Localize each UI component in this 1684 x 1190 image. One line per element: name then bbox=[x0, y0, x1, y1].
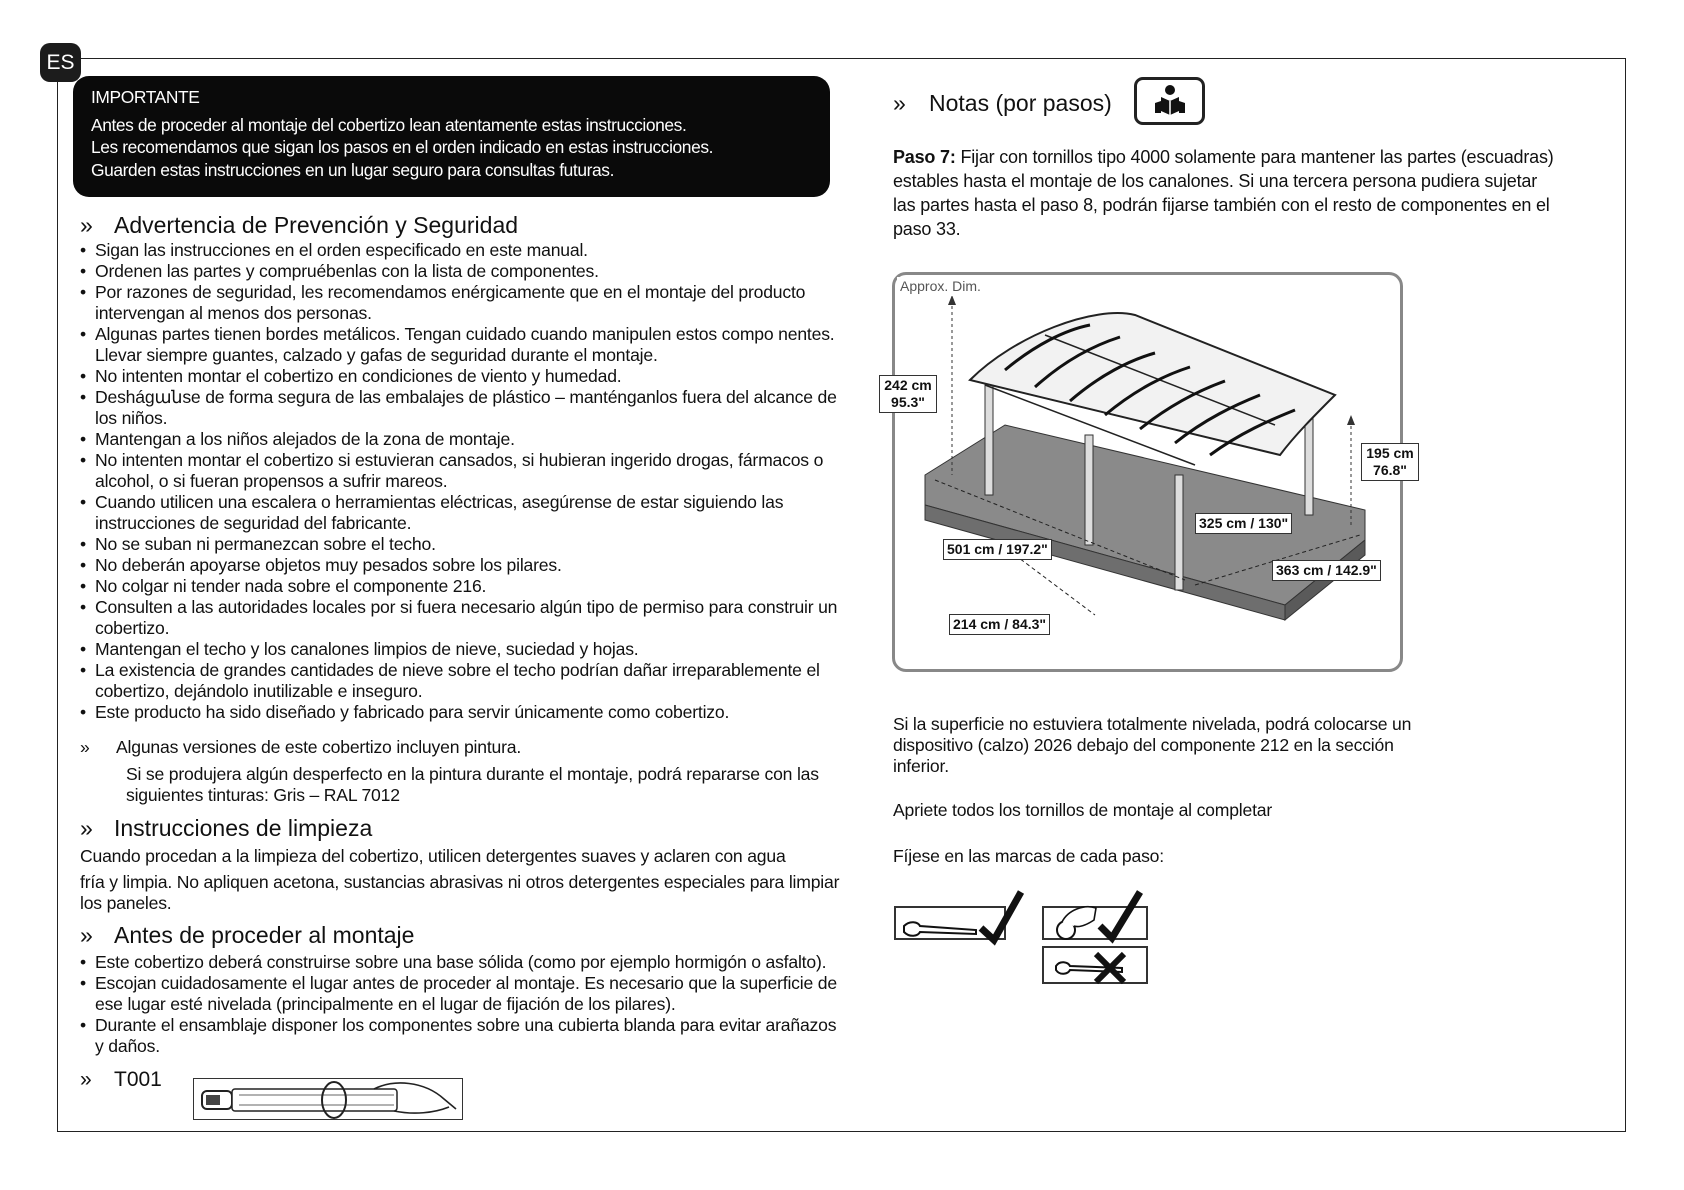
reading-person-icon bbox=[1134, 77, 1205, 125]
level-note: Si la superficie no estuviera totalmente nivelada, podrá colocarse un dispositivo (calzo) 2026 debajo del componente 212 en la sección inferior. bbox=[893, 714, 1412, 776]
notes-heading: » Notas (por pasos) bbox=[893, 90, 1112, 116]
list-item: • Este producto ha sido diseñado y fabricado para servir únicamente como cobertizo. bbox=[80, 702, 840, 723]
list-item: • Durante el ensamblaje disponer los componentes sobre una cubierta blanda para evitar arañazos y daños. bbox=[80, 1015, 840, 1057]
list-item: • Mantengan el techo y los canalones limpios de nieve, suciedad y hojas. bbox=[80, 639, 840, 660]
dim-501-label: 501 cm / 197.2" bbox=[943, 539, 1052, 560]
before-list bbox=[80, 952, 840, 1057]
list-item: • Consulten a las autoridades locales por si fuera necesario algún tipo de permiso para construir un cobertizo. bbox=[80, 597, 840, 639]
list-item: • Cuando utilicen una escalera o herramientas eléctricas, asegúrense de estar siguiendo las instrucciones de seguridad del fabricante. bbox=[80, 492, 840, 534]
approx-label: Approx. Dim. bbox=[897, 277, 984, 296]
important-line: Les recomendamos que sigan los pasos en el orden indicado en estas instrucciones. bbox=[91, 137, 714, 157]
paso7-text: Fijar con tornillos tipo 4000 solamente para mantener las partes (escuadras) estables hasta el montaje de los canalones. Si una tercera persona pudiera sujetar las partes hasta el paso 8, podrán fijarse también con el resto de componentes en el paso 33. bbox=[893, 147, 1554, 239]
important-box bbox=[73, 76, 830, 197]
side-height-label: 195 cm 76.8" bbox=[1361, 443, 1419, 481]
paint-heading: » Algunas versiones de este cobertizo incluyen pintura. bbox=[80, 737, 522, 757]
cleaning-line1: Cuando procedan a la limpieza del cobertizo, utilicen detergentes suaves y aclaren con agua bbox=[80, 846, 786, 866]
hand-tighten-check-icon bbox=[1042, 906, 1148, 940]
wrench-check-icon bbox=[894, 906, 1006, 940]
important-line: Guarden estas instrucciones en un lugar seguro para consultas futuras. bbox=[91, 159, 615, 180]
wrench-cross-icon bbox=[1042, 946, 1148, 984]
list-item: • La existencia de grandes cantidades de nieve sobre el techo podrían dañar irreparablemente el cobertizo, dejándolo inutilizable e inseguro. bbox=[80, 660, 840, 702]
carport-drawing bbox=[895, 275, 1400, 669]
before-heading: » Antes de proceder al montaje bbox=[80, 922, 415, 948]
carport-diagram bbox=[884, 272, 1414, 672]
dim-363-label: 363 cm / 142.9" bbox=[1272, 560, 1381, 581]
list-item: • Ordenen las partes y compruébenlas con la lista de componentes. bbox=[80, 261, 840, 282]
safety-heading: » Advertencia de Prevención y Seguridad bbox=[80, 212, 519, 238]
paso7-label: Paso 7: bbox=[893, 147, 956, 167]
cleaning-heading: » Instrucciones de limpieza bbox=[80, 815, 373, 841]
marks-note: Fíjese en las marcas de cada paso: bbox=[893, 846, 1164, 866]
dim-325-label: 325 cm / 130" bbox=[1195, 513, 1292, 534]
tighten-note: Apriete todos los tornillos de montaje al completar bbox=[893, 800, 1273, 820]
language-tab: ES bbox=[40, 43, 81, 82]
list-item: • Escojan cuidadosamente el lugar antes de proceder al montaje. Es necesario que la superficie de ese lugar esté nivelada (principalmente en el lugar de fijación de los pilares). bbox=[80, 973, 840, 1015]
list-item: • No intenten montar el cobertizo en condiciones de viento y humedad. bbox=[80, 366, 840, 387]
paint-text: Si se produjera algún desperfecto en la pintura durante el montaje, podrá repararse con las siguientes tinturas: Gris – RAL 7012 bbox=[126, 764, 819, 805]
list-item: • Este cobertizo deberá construirse sobre una base sólida (como por ejemplo hormigón o asfalto). bbox=[80, 952, 840, 973]
list-item: • Mantengan a los niños alejados de la zona de montaje. bbox=[80, 429, 840, 450]
cleaning-line2: fría y limpia. No apliquen acetona, sustancias abrasivas ni otros detergentes especiales para limpiar los paneles. bbox=[80, 872, 840, 913]
list-item: • Sigan las instrucciones en el orden especificado en este manual. bbox=[80, 240, 840, 261]
list-item: • Por razones de seguridad, les recomendamos enérgicamente que en el montaje del producto intervengan al menos dos personas. bbox=[80, 282, 840, 324]
t001-heading: » T001 bbox=[80, 1068, 162, 1091]
important-title: IMPORTANTE bbox=[91, 87, 200, 107]
hand-wrench-bolt-icon bbox=[194, 1079, 464, 1121]
list-item: • Deshágանse de forma segura de las embalajes de plástico – manténganlos fuera del alcance de los niños. bbox=[80, 387, 840, 429]
list-item: • No se suban ni permanezcan sobre el techo. bbox=[80, 534, 840, 555]
list-item: • No intenten montar el cobertizo si estuvieran cansados, si hubieran ingerido drogas, fármacos o alcohol, o si fueran propensos a sufrir mareos. bbox=[80, 450, 840, 492]
important-line: Antes de proceder al montaje del cobertizo lean atentamente estas instrucciones. bbox=[91, 114, 687, 135]
list-item: • No colgar ni tender nada sobre el componente 216. bbox=[80, 576, 840, 597]
safety-list bbox=[80, 240, 840, 723]
list-item: • Algunas partes tienen bordes metálicos. Tengan cuidado cuando manipulen estos compo nentes. Llevar siempre guantes, calzado y gafas de seguridad durante el montaje. bbox=[80, 324, 840, 366]
t001-illustration bbox=[193, 1078, 463, 1120]
paso7-note bbox=[893, 145, 1558, 241]
dim-214-label: 214 cm / 84.3" bbox=[949, 614, 1050, 635]
list-item: • No deberán apoyarse objetos muy pesados sobre los pilares. bbox=[80, 555, 840, 576]
height-label: 242 cm 95.3" bbox=[879, 375, 937, 413]
